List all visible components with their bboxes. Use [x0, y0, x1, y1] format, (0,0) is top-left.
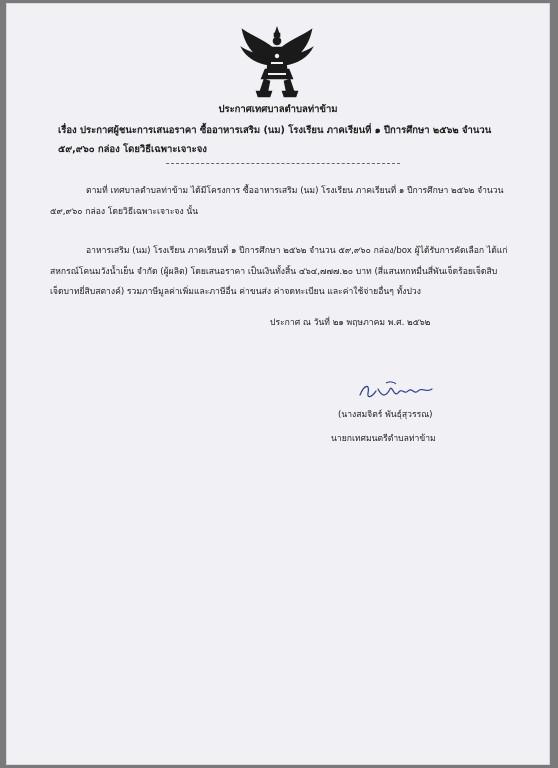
document-subject: เรื่อง ประกาศผู้ชนะการเสนอราคา ซื้ออาหารเสริม (นม) โรงเรียน ภาคเรียนที่ ๑ ปีการศึกษา ๒๕๖๒ จำนวน ๕๙,๙๖๐ กล่อง โดยวิธีเฉพาะเจาะจง	[58, 125, 492, 155]
signer-position: นายกเทศมนตรีตำบลท่าข้าม	[331, 434, 436, 444]
document-page	[6, 3, 550, 765]
body-paragraph-2: อาหารเสริม (นม) โรงเรียน ภาคเรียนที่ ๑ ปีการศึกษา ๒๕๖๒ จำนวน ๕๙,๙๖๐ กล่อง/box ผู้ได้รับการคัดเลือก ได้แก่ สหกรณ์โคนมวังน้ำเย็น จำกัด (ผู้ผลิต) โดยเสนอราคา เป็นเงินทั้งสิ้น ๔๖๔,๗๗๗.๒๐ บาท (สี่แสนหกหมื่นสี่พันเจ็ดร้อยเจ็ดสิบเจ็ดบาทยี่สิบสตางค์) รวมภาษีมูลค่าเพิ่มและภาษีอื่น ค่าขนส่ง ค่าจดทะเบียน และค่าใช้จ่ายอื่นๆ ทั้งปวง	[50, 246, 508, 297]
garuda-emblem-icon	[238, 25, 316, 99]
signer-name: (นางสมจิตร์ พันธุ์สุวรรณ)	[338, 410, 433, 420]
section-divider	[166, 163, 400, 164]
handwritten-signature	[356, 375, 438, 405]
body-paragraph-1: ตามที่ เทศบาลตำบลท่าข้าม ได้มีโครงการ ซื้ออาหารเสริม (นม) โรงเรียน ภาคเรียนที่ ๑ ปีการศึกษา ๒๕๖๒ จำนวน ๕๙,๙๖๐ กล่อง โดยวิธีเฉพาะเจาะจง นั้น	[50, 186, 504, 217]
document-title: ประกาศเทศบาลตำบลท่าข้าม	[218, 104, 338, 115]
announcement-date: ประกาศ ณ วันที่ ๒๑ พฤษภาคม พ.ศ. ๒๕๖๒	[270, 318, 431, 328]
